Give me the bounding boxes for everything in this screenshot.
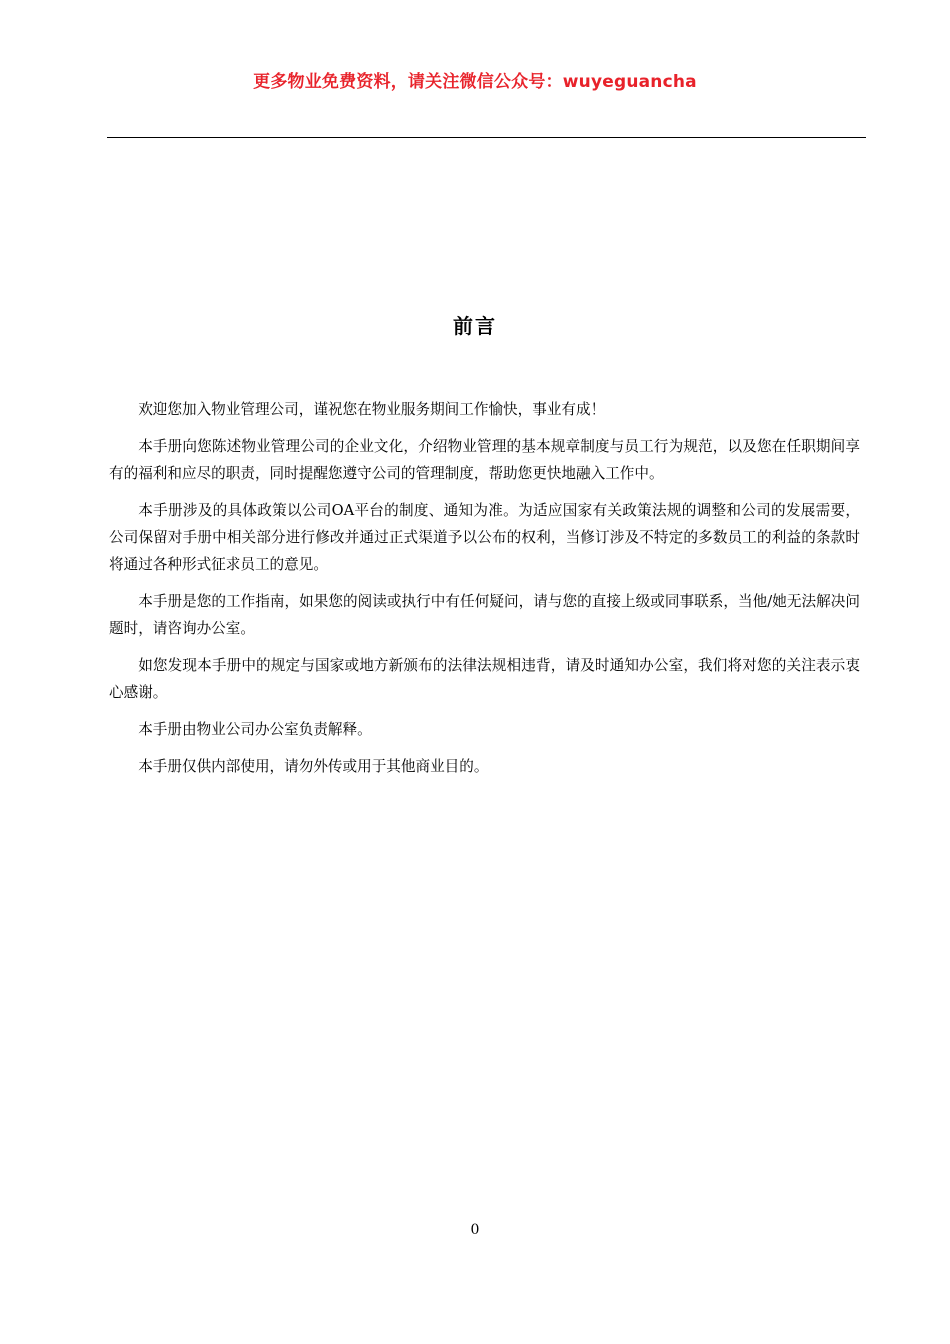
paragraph-policy-scope: 本手册涉及的具体政策以公司OA平台的制度、通知为准。为适应国家有关政策法规的调整和公司的发展需要，公司保留对手册中相关部分进行修改并通过正式渠道予以公布的权利，当修订涉及不特定的多数员工的利益的条款时将通过各种形式征求员工的意见。 <box>109 502 860 573</box>
promo-banner <box>0 67 950 92</box>
paragraph-legal-conflict: 如您发现本手册中的规定与国家或地方新颁布的法律法规相违背，请及时通知办公室，我们将对您的关注表示衷心感谢。 <box>109 657 860 701</box>
paragraph-welcome: 欢迎您加入物业管理公司，谨祝您在物业服务期间工作愉快，事业有成！ <box>138 401 606 418</box>
paragraph-internal-use: 本手册仅供内部使用，请勿外传或用于其他商业目的。 <box>138 758 489 775</box>
promo-banner-account: wuyeguancha <box>562 72 697 92</box>
page-title: 前言 <box>453 314 497 338</box>
paragraph-interpretation: 本手册由物业公司办公室负责解释。 <box>138 721 372 738</box>
promo-banner-text: 更多物业免费资料，请关注微信公众号： <box>253 72 563 92</box>
page-number: 0 <box>470 1222 480 1238</box>
paragraph-work-guide: 本手册是您的工作指南，如果您的阅读或执行中有任何疑问，请与您的直接上级或同事联系，当他/她无法解决问题时，请咨询办公室。 <box>109 593 860 637</box>
document-body <box>109 396 860 790</box>
paragraph-handbook-purpose: 本手册向您陈述物业管理公司的企业文化，介绍物业管理的基本规章制度与员工行为规范，以及您在任职期间享有的福利和应尽的职责，同时提醒您遵守公司的管理制度，帮助您更快地融入工作中。 <box>109 438 860 482</box>
header-divider <box>107 137 866 138</box>
